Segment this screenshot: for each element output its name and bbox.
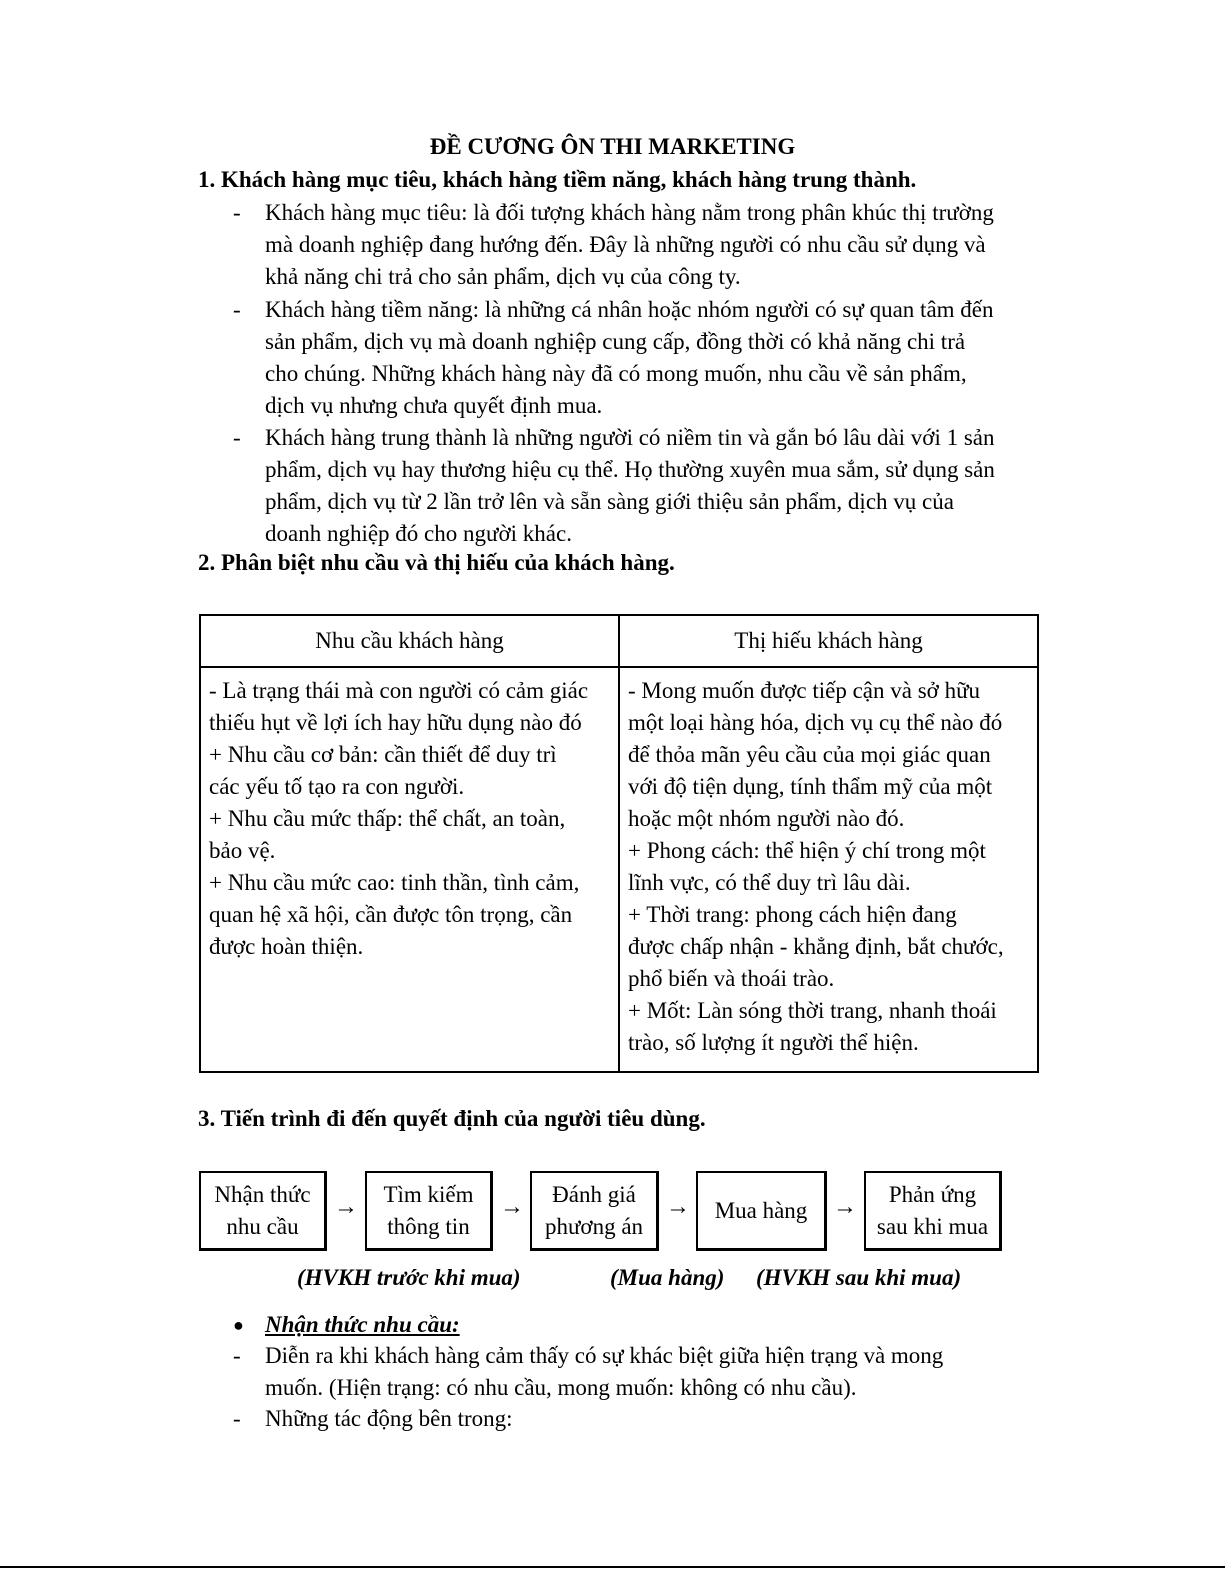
bullet-text — [265, 1403, 1040, 1435]
bullet-text — [265, 294, 1040, 422]
page-bottom-border — [0, 1566, 1225, 1568]
text-line: - Là trạng thái mà con người có cảm giác — [209, 678, 589, 703]
text-line: nhu cầu — [226, 1213, 299, 1239]
text-line: để thỏa mãn yêu cầu của mọi giác quan — [628, 742, 991, 767]
text-line: một loại hàng hóa, dịch vụ cụ thể nào đó — [628, 710, 1003, 735]
text-line: muốn. (Hiện trạng: có nhu cầu, mong muốn: không có nhu cầu). — [265, 1375, 857, 1400]
header-preferences: Thị hiếu khách hàng — [619, 615, 1038, 667]
phase-after-purchase: (HVKH sau khi mua) — [756, 1265, 962, 1290]
cell-needs — [200, 667, 619, 1072]
step-purchase — [696, 1171, 827, 1251]
phase-before-purchase: (HVKH trước khi mua) — [297, 1265, 521, 1290]
bullet-text — [265, 1340, 1040, 1404]
section-3-heading: 3. Tiến trình đi đến quyết định của người tiêu dùng. — [198, 1106, 706, 1131]
bullet-text — [265, 197, 1040, 293]
phase-purchase: (Mua hàng) — [610, 1265, 725, 1290]
text-line: phẩm, dịch vụ hay thương hiệu cụ thể. Họ thường xuyên mua sắm, sử dụng sản — [265, 457, 995, 482]
arrow-icon: → — [334, 1194, 358, 1220]
table-header-row — [200, 615, 1038, 667]
cell-preferences — [619, 667, 1038, 1072]
text-line: Mua hàng — [714, 1197, 808, 1223]
text-line: + Nhu cầu cơ bản: cần thiết để duy trì — [209, 742, 557, 767]
text-line: thông tin — [387, 1213, 470, 1239]
text-line: + Phong cách: thể hiện ý chí trong một — [628, 838, 986, 863]
text-line: trào, số lượng ít người thể hiện. — [628, 1030, 919, 1055]
text-line: Phản ứng — [888, 1181, 977, 1207]
text-line: Tìm kiếm — [383, 1181, 474, 1207]
text-line: + Mốt: Làn sóng thời trang, nhanh thoái — [628, 998, 997, 1023]
dash-marker: - — [233, 1343, 241, 1368]
text-line: với độ tiện dụng, tính thẩm mỹ của một — [628, 774, 993, 799]
bullet-text — [265, 422, 1040, 550]
document-title: ĐỀ CƯƠNG ÔN THI MARKETING — [429, 134, 796, 159]
text-line: lĩnh vực, có thể duy trì lâu dài. — [628, 870, 911, 895]
dash-marker: - — [233, 1406, 241, 1431]
text-line: bảo vệ. — [209, 838, 276, 863]
arrow-icon: → — [500, 1194, 524, 1220]
text-line: + Thời trang: phong cách hiện đang — [628, 902, 957, 927]
table-row — [200, 667, 1038, 1072]
text-line: thiếu hụt về lợi ích hay hữu dụng nào đó — [209, 710, 582, 735]
text-line: Diễn ra khi khách hàng cảm thấy có sự khác biệt giữa hiện trạng và mong — [265, 1343, 944, 1368]
arrow-icon: → — [833, 1194, 857, 1220]
text-line: quan hệ xã hội, cần được tôn trọng, cần — [209, 902, 573, 927]
dash-marker: - — [233, 200, 241, 225]
text-line: Nhận thức — [214, 1181, 311, 1207]
text-line: cho chúng. Những khách hàng này đã có mong muốn, nhu cầu về sản phẩm, — [265, 361, 967, 386]
text-line: được hoàn thiện. — [209, 934, 364, 959]
text-line: dịch vụ nhưng chưa quyết định mua. — [265, 393, 603, 418]
text-line: phẩm, dịch vụ từ 2 lần trở lên và sẵn sàng giới thiệu sản phẩm, dịch vụ của — [265, 489, 954, 514]
text-line: được chấp nhận - khẳng định, bắt chước, — [628, 934, 1004, 959]
text-line: doanh nghiệp đó cho người khác. — [265, 521, 572, 546]
text-line: sau khi mua — [876, 1213, 989, 1239]
text-line: sản phẩm, dịch vụ mà doanh nghiệp cung cấp, đồng thời có khả năng chi trả — [265, 329, 966, 354]
text-line: mà doanh nghiệp đang hướng đến. Đây là những người có nhu cầu sử dụng và — [265, 232, 986, 257]
step-information-search — [365, 1171, 493, 1251]
dash-marker: - — [233, 297, 241, 322]
header-needs: Nhu cầu khách hàng — [200, 615, 619, 667]
text-line: Đánh giá — [552, 1181, 636, 1207]
bullet-dot-icon: ● — [233, 1315, 244, 1335]
text-line: phương án — [544, 1213, 644, 1239]
section-2-heading: 2. Phân biệt nhu cầu và thị hiếu của khách hàng. — [198, 550, 675, 575]
comparison-table — [199, 614, 1039, 1073]
arrow-icon: → — [666, 1194, 690, 1220]
text-line: + Nhu cầu mức cao: tinh thần, tình cảm, — [209, 870, 580, 895]
section-1-heading: 1. Khách hàng mục tiêu, khách hàng tiềm năng, khách hàng trung thành. — [198, 167, 917, 192]
text-line: Khách hàng tiềm năng: là những cá nhân hoặc nhóm người có sự quan tâm đến — [265, 297, 994, 322]
text-line: hoặc một nhóm người nào đó. — [628, 806, 905, 831]
text-line: các yếu tố tạo ra con người. — [209, 774, 465, 799]
text-line: Khách hàng trung thành là những người có niềm tin và gắn bó lâu dài với 1 sản — [265, 425, 995, 450]
step-evaluate-alternatives — [530, 1171, 659, 1251]
subheading-text: Nhận thức nhu cầu: — [265, 1312, 460, 1337]
text-line: Khách hàng mục tiêu: là đối tượng khách hàng nằm trong phân khúc thị trường — [265, 200, 994, 225]
dash-marker: - — [233, 425, 241, 450]
step-post-purchase — [864, 1171, 1002, 1251]
text-line: khả năng chi trả cho sản phẩm, dịch vụ của công ty. — [265, 264, 741, 289]
text-line: + Nhu cầu mức thấp: thể chất, an toàn, — [209, 806, 566, 831]
text-line: phổ biến và thoái trào. — [628, 966, 835, 991]
step-need-recognition — [199, 1171, 327, 1251]
text-line: Những tác động bên trong: — [265, 1406, 513, 1431]
text-line: - Mong muốn được tiếp cận và sở hữu — [628, 678, 981, 703]
